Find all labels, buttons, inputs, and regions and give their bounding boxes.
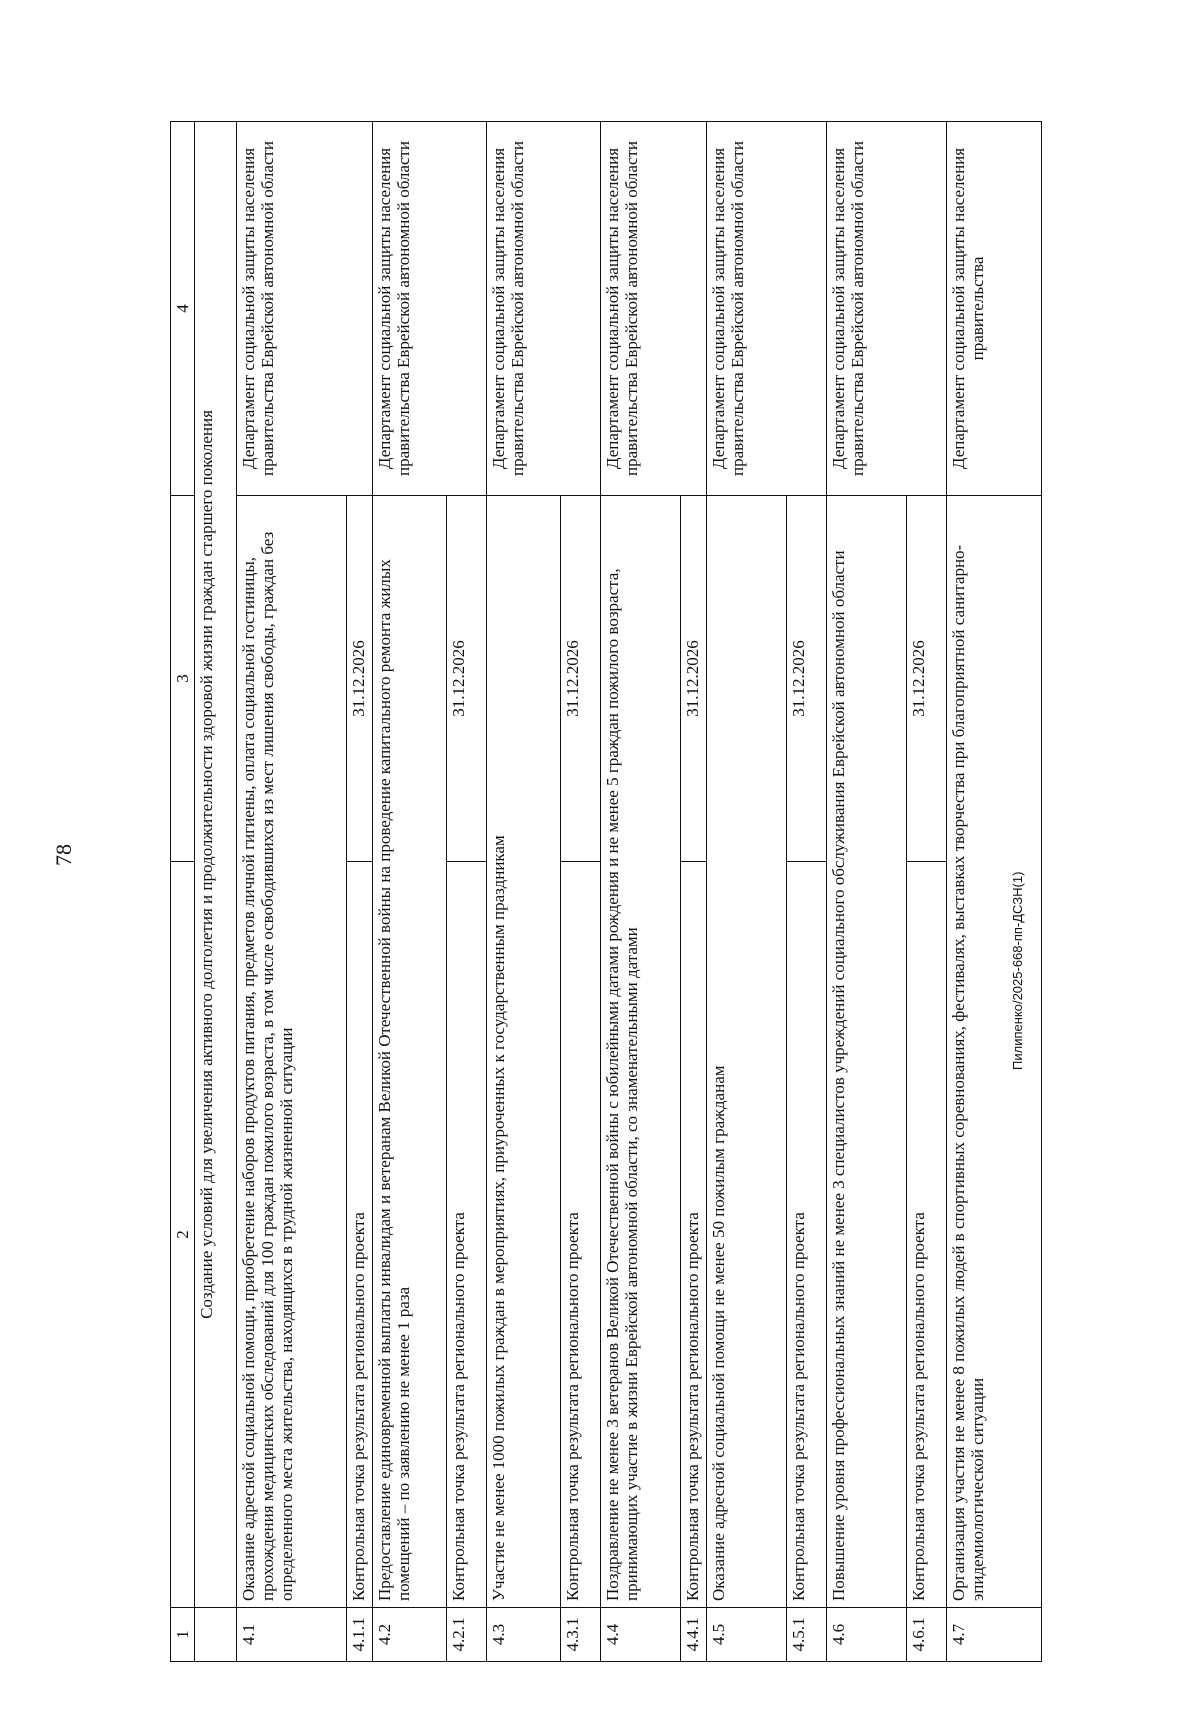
table-row [827,122,907,1662]
row-number: 4.4.1 [681,1608,707,1662]
page-number: 78 [51,844,76,866]
row-department: Департамент социальной защиты населения правительства Еврейской автономной области [373,122,487,496]
row-description: Организация участия не менее 8 пожилых людей в спортивных соревнованиях, фестивалях, выставках творчества при благоприятной санитарно-эпидемиологической ситуации [947,496,1042,1608]
row-description: Оказание адресной социальной помощи, приобретение наборов продуктов питания, предметов личной гигиены, оплата социальной гостиницы, прохождения медицинских обследований для 100 граждан пожилого возраста, в том числе освободившихся из мест лишения свободы, граждан без определенного места жительства, находящихся в трудной жизненной ситуации [237,496,347,1608]
row-date: 31.12.2026 [681,496,707,862]
plan-table [170,121,1042,1662]
row-description: Участие не менее 1000 пожилых граждан в мероприятиях, приуроченных к государственным праздникам [487,496,561,1608]
section-title: Создание условий для увеличения активного долголетия и продолжительности здоровой жизни граждан старшего поколения [195,122,237,1608]
row-number: 4.4 [601,1608,681,1662]
row-description: Контрольная точка результата регионального проекта [561,862,601,1608]
header-cell: 2 [171,862,195,1608]
row-description: Контрольная точка результата регионального проекта [347,862,373,1608]
row-description: Контрольная точка результата регионального проекта [787,862,827,1608]
row-description: Поздравление не менее 3 ветеранов Великой Отечественной войны с юбилейными датами рождения и не менее 5 граждан пожилого возраста, принимающих участие в жизни Еврейской автономной области, со знаменательными датами [601,496,681,1608]
row-description: Контрольная точка результата регионального проекта [907,862,947,1608]
row-date: 31.12.2026 [561,496,601,862]
row-department: Департамент социальной защиты населения правительства [947,122,1042,496]
row-number: 4.1.1 [347,1608,373,1662]
row-date: 31.12.2026 [787,496,827,862]
row-department: Департамент социальной защиты населения правительства Еврейской автономной области [237,122,373,496]
table-row [487,122,561,1662]
header-cell: 3 [171,496,195,862]
row-number: 4.3 [487,1608,561,1662]
row-number: 4.1 [237,1608,347,1662]
header-cell: 1 [171,1608,195,1662]
row-number: 4.3.1 [561,1608,601,1662]
table-row [707,122,787,1662]
header-row [171,122,195,1662]
table-row [237,122,347,1662]
row-number: 4.2.1 [447,1608,487,1662]
row-department: Департамент социальной защиты населения правительства Еврейской автономной области [601,122,707,496]
table-row [601,122,681,1662]
row-number: 4.6.1 [907,1608,947,1662]
row-description: Предоставление единовременной выплаты инвалидам и ветеранам Великой Отечественной войны на проведение капитального ремонта жилых помещений – по заявлению не менее 1 раза [373,496,447,1608]
row-number: 4.7 [947,1608,1042,1662]
row-department: Департамент социальной защиты населения правительства Еврейской автономной области [827,122,947,496]
table-row [373,122,447,1662]
row-date: 31.12.2026 [907,496,947,862]
row-date: 31.12.2026 [447,496,487,862]
header-cell: 4 [171,122,195,496]
row-number: 4.6 [827,1608,907,1662]
section-row [195,122,237,1662]
row-description: Повышение уровня профессиональных знаний не менее 3 специалистов учреждений социального обслуживания Еврейской автономной области [827,496,907,1608]
row-description: Контрольная точка результата регионального проекта [681,862,707,1608]
row-number: 4.2 [373,1608,447,1662]
row-department: Департамент социальной защиты населения правительства Еврейской автономной области [487,122,601,496]
row-description: Контрольная точка результата регионального проекта [447,862,487,1608]
row-department: Департамент социальной защиты населения правительства Еврейской автономной области [707,122,827,496]
section-num-cell [195,1608,237,1662]
row-description: Оказание адресной социальной помощи не менее 50 пожилым гражданам [707,496,787,1608]
row-number: 4.5.1 [787,1608,827,1662]
rotated-table-container [170,122,1042,1662]
row-date: 31.12.2026 [347,496,373,862]
row-number: 4.5 [707,1608,787,1662]
document-code: Пилипенко/2025-668-пп-ДСЗН(1) [1010,871,1025,1070]
